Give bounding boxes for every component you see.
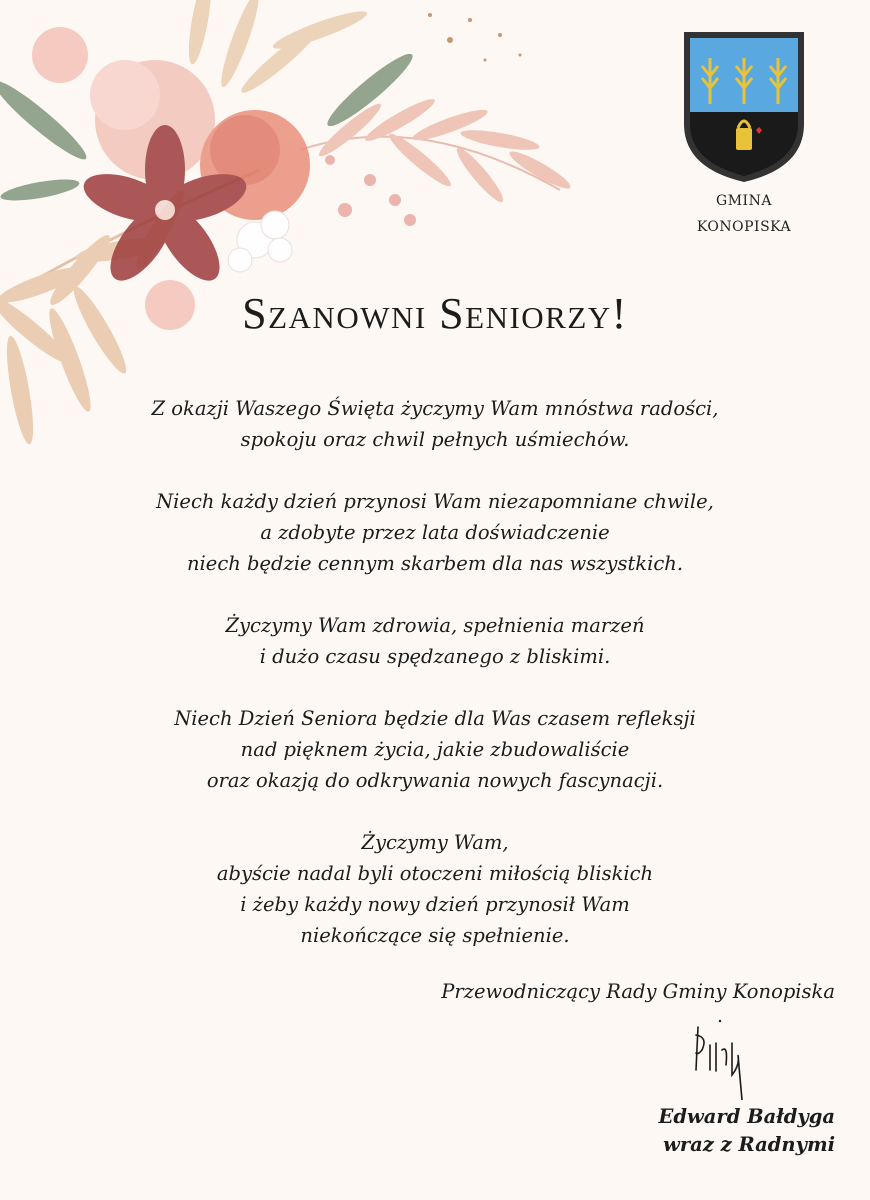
page-title: Szanowni Seniorzy! bbox=[242, 289, 628, 338]
paragraph-line: i dużo czasu spędzanego z bliskimi. bbox=[259, 645, 611, 668]
paragraph-line: niech będzie cennym skarbem dla nas wszystkich. bbox=[186, 552, 684, 575]
paragraph-line: abyście nadal byli otoczeni miłością bliskich bbox=[216, 862, 654, 885]
paragraph-line: Życzymy Wam zdrowia, spełnienia marzeń bbox=[225, 614, 645, 637]
paragraph-line: oraz okazją do odkrywania nowych fascynacji. bbox=[206, 769, 664, 792]
paragraph-line: i żeby każdy nowy dzień przynosił Wam bbox=[240, 893, 630, 916]
paragraph-line: Niech każdy dzień przynosi Wam niezapomniane chwile, bbox=[156, 490, 714, 513]
gmina-konopiska-coat-of-arms-icon bbox=[680, 28, 808, 186]
paragraph bbox=[90, 610, 780, 672]
paragraph-line: Niech Dzień Seniora będzie dla Was czasem refleksji bbox=[174, 707, 696, 730]
crest-label-konopiska: KONOPISKA bbox=[696, 219, 792, 235]
handwritten-signature-icon bbox=[680, 1015, 760, 1100]
paragraph-line: nad pięknem życia, jakie zbudowaliście bbox=[240, 738, 630, 761]
paragraph-line: Z okazji Waszego Święta życzymy Wam mnóstwa radości, bbox=[151, 397, 719, 420]
signer-position: Przewodniczący Rady Gminy Konopiska bbox=[441, 980, 835, 1003]
paragraph bbox=[90, 703, 780, 796]
paragraph bbox=[90, 486, 780, 579]
paragraph-line: a zdobyte przez lata doświadczenie bbox=[260, 521, 610, 544]
crest-label-gmina: GMINA bbox=[716, 193, 772, 209]
crest-block bbox=[680, 28, 808, 240]
paragraph bbox=[90, 827, 780, 951]
paragraph-line: niekończące się spełnienie. bbox=[300, 924, 570, 947]
signer-name-block bbox=[615, 1103, 835, 1159]
letter-body bbox=[90, 393, 780, 982]
signer-with: wraz z Radnymi bbox=[663, 1133, 835, 1156]
paragraph-line: spokoju oraz chwil pełnych uśmiechów. bbox=[240, 428, 630, 451]
crest-label bbox=[680, 188, 808, 240]
paragraph-line: Życzymy Wam, bbox=[361, 831, 509, 854]
signer-name: Edward Bałdyga bbox=[658, 1105, 835, 1128]
paragraph bbox=[90, 393, 780, 455]
